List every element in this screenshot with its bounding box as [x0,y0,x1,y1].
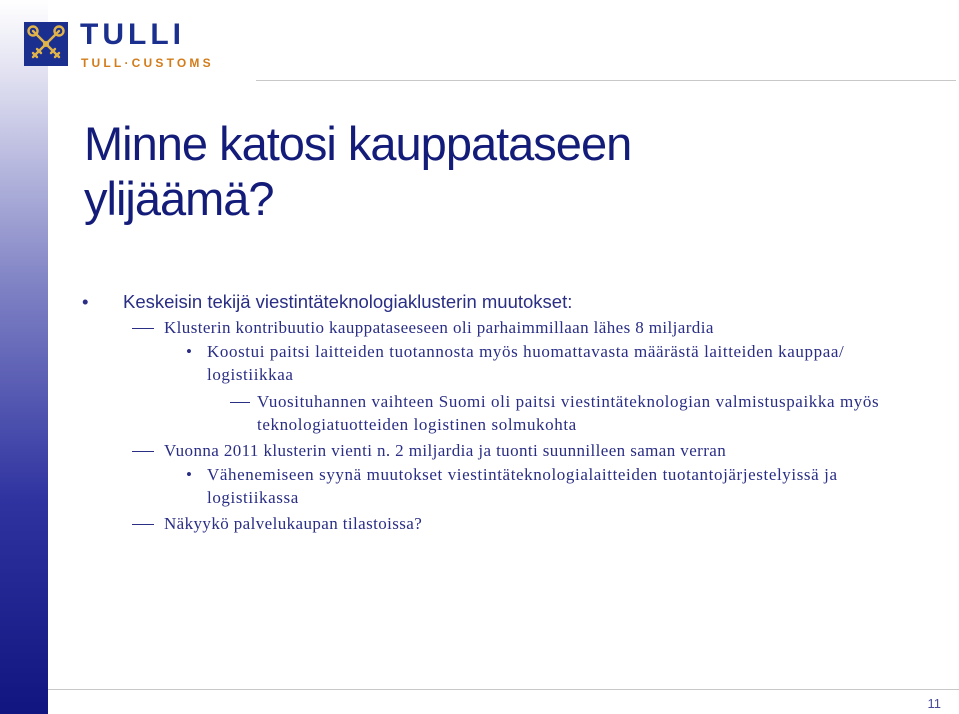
dash-marker [132,328,154,329]
sub-bullet-text: Koostui paitsi laitteiden tuotannosta myös huomattavasta määrästä laitteiden kauppaa/ logistiikkaa [207,342,845,384]
sub-dash-text: Vuosituhannen vaihteen Suomi oli paitsi viestintäteknologian valmistuspaikka myös teknologiatuotteiden logistinen solmukohta [257,392,880,434]
brand-subtitle: TULL·CUSTOMS [81,56,214,70]
dash-text: Klusterin kontribuutio kauppataseeseen oli parhaimmillaan lähes 8 miljardia [164,318,714,337]
page-number: 11 [927,696,941,711]
header-divider [256,80,956,81]
crossed-keys-emblem-icon [24,22,68,66]
title-line-1: Minne katosi kauppataseen [84,117,632,170]
footer-divider [48,689,959,690]
sub-dash-item [80,390,950,436]
dash-text: Vuonna 2011 klusterin vienti n. 2 miljardia ja tuonti suunnilleen saman verran [164,441,727,460]
dash-text: Näkyykö palvelukaupan tilastoissa? [164,514,423,533]
title-line-2: ylijäämä? [84,172,274,225]
brand-name: TULLI [80,18,185,51]
dash-item [80,316,950,340]
bullet-text: Keskeisin tekijä viestintäteknologiaklusterin muutokset: [123,291,573,312]
dash-item [80,439,950,463]
bullet-marker: • [186,465,193,484]
left-gradient-bar [0,0,48,714]
dash-item [80,512,950,536]
bullet-marker: • [82,291,89,312]
slide-body [80,288,950,536]
slide-title [84,116,944,226]
bullet-marker: • [186,342,193,361]
bullet-item [80,288,950,316]
dash-marker [230,402,250,403]
dash-marker [132,524,154,525]
dash-marker [132,451,154,452]
sub-bullet-item [80,340,950,386]
sub-bullet-item [80,463,950,509]
sub-bullet-text: Vähenemiseen syynä muutokset viestintäteknologialaitteiden tuotantojärjestelyissä ja logistiikassa [207,465,838,507]
logo [24,22,68,66]
